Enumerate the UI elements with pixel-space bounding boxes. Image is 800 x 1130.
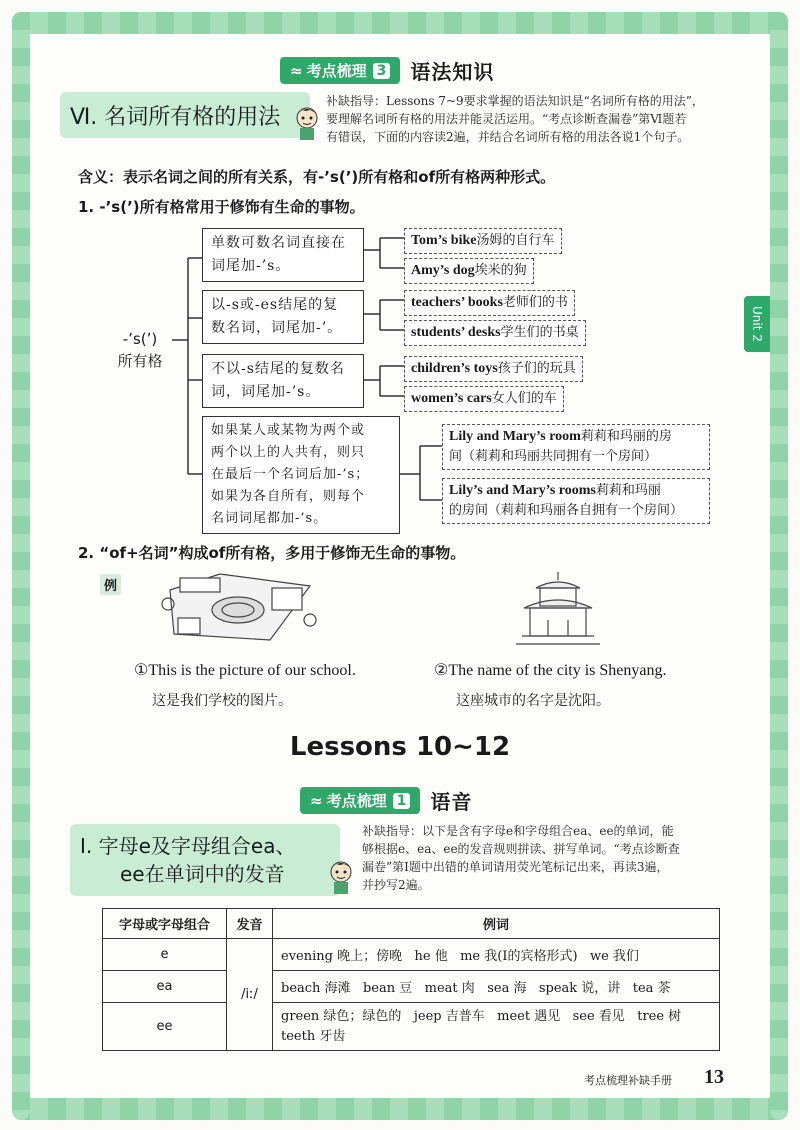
rule-line: 词尾加-’s。 [211,258,291,274]
tip-line: 要理解名词所有格的用法并能灵活运用。“考点诊断查漏卷”第Ⅵ题若 [326,112,687,126]
section-title: 语法知识 [410,60,495,84]
rule-line: 数名词，词尾加-’。 [211,320,343,336]
section-badge-label: 考点梳理 [326,792,387,810]
point-1-text: 1. -’s(’)所有格常用于修饰有生命的事物。 [78,198,365,216]
example-en: Tom’s bike [411,233,477,248]
example-box [404,386,564,412]
section-badge-number: 1 [393,793,411,809]
rule-box-3 [202,354,364,408]
rule-line: 在最后一个名词后加-’s； [211,467,370,482]
word: green 绿色；绿色的 [281,1008,402,1024]
tip-line: 够根据e、ea、ee的发音规则拼读、拼写单词。“考点诊断查 [362,842,680,856]
example-cn: 埃米的狗 [474,263,527,278]
rule-box-1 [202,228,364,282]
word: sea 海 [487,981,527,996]
picture-caption-cn: 这座城市的名字是沈阳。 [456,693,610,709]
section-badge-label: 考点梳理 [306,62,367,80]
example-cn: 莉莉和玛丽的房 [580,429,672,444]
example-box [404,290,575,316]
example-cn: 的房间（莉莉和玛丽各自拥有一个房间） [449,503,684,518]
picture-caption-en: ①This is the picture of our school. [134,662,356,679]
example-en: students’ desks [411,325,501,340]
heading-text: Ⅵ. 名词所有格的用法 [70,104,281,130]
rule-line: 不以-s结尾的复数名 [211,361,345,377]
word: we 我们 [589,949,639,964]
word: me 我(I的宾格形式) [460,949,578,964]
word: see 看见 [572,1008,625,1024]
word: beach 海滩 [281,981,351,996]
table-cell-words [273,1003,720,1051]
unit-side-tab: Unit 2 [744,296,770,352]
example-box [404,228,562,254]
rule-line: 单数可数名词直接在 [211,235,346,251]
table-row [103,971,720,1003]
example-box [404,356,583,382]
section-badge [300,787,420,814]
word: tree 树 [637,1008,682,1024]
rule-box-4 [202,416,400,534]
table-row [103,1003,720,1051]
table-header: 发音 [227,909,273,939]
table-cell-words [273,939,720,971]
pronunciation-table [102,908,720,1051]
page-number: 13 [704,1066,724,1088]
rule-line: 词，词尾加-’s。 [211,384,321,400]
heading-text: Ⅰ. 字母e及字母组合ea、 [80,834,296,858]
tip-line: 并抄写2遍。 [362,878,430,892]
connector [364,366,404,396]
waves-icon: ≈ [310,791,321,810]
word: speak 说，讲 [538,981,621,996]
rule-line: 如果为各自所有，则每个 [211,489,366,504]
rule-line: 以-s或-es结尾的复 [211,297,339,313]
connector [400,446,442,500]
tip-line: 补缺指导：Lessons 7~9要求掌握的语法知识是“名词所有格的用法”， [326,94,704,108]
tip-line: 补缺指导：以下是含有字母e和字母组合ea、ee的单词，能 [362,824,674,838]
tip-paragraph-2 [362,822,742,894]
rule-line: 名词词尾都加-’s。 [211,511,328,526]
example-box [404,258,534,284]
table-header: 例词 [273,909,720,939]
example-cn: 老师们的书 [502,295,568,310]
example-en: Lily and Mary’s room [449,429,581,444]
example-cn: 孩子们的玩具 [497,361,576,376]
heading-letter-e [70,824,340,896]
student-avatar-icon [326,858,356,894]
example-box [442,478,710,524]
table-header: 字母或字母组合 [103,909,227,939]
example-cn: 学生们的书桌 [500,325,579,340]
picture-caption-cn: 这是我们学校的图片。 [152,693,292,709]
word: tea 茶 [632,981,671,996]
section-title: 语音 [430,790,473,814]
table-cell-letter: ee [103,1003,227,1051]
word: evening 晚上；傍晚 [281,949,403,964]
rule-line: 如果某人或某物为两个或 [211,423,366,438]
picture-caption-en: ②The name of the city is Shenyang. [434,662,667,679]
connector [364,238,404,268]
example-tag: 例 [100,574,121,595]
root-label-line: 所有格 [117,352,163,370]
tip-line: 漏卷”第Ⅰ题中出错的单词请用荧光笔标记出来，再读3遍， [362,860,669,874]
example-en: Lily’s and Mary’s rooms [449,483,596,498]
example-en: children’s toys [411,361,498,376]
heading-text: ee在单词中的发音 [120,862,285,886]
example-box [404,320,586,346]
word: meet 遇见 [497,1008,561,1024]
lessons-title: Lessons 10~12 [289,732,511,762]
school-illustration [160,570,320,650]
example-box [442,424,710,470]
example-cn: 莉莉和玛丽 [595,483,661,498]
table-header-row [103,909,720,939]
example-cn: 女人们的车 [491,391,557,406]
word: meat 肉 [424,981,475,996]
example-cn: 间（莉莉和玛丽共同拥有一个房间） [449,449,658,464]
section-badge-number: 3 [373,63,391,79]
tip-line: 有错误，下面的内容读2遍，并结合名词所有格的用法各说1个句子。 [326,130,690,144]
connector [364,300,404,330]
root-label [108,328,172,372]
example-en: Amy’s dog [411,263,475,278]
word: bean 豆 [362,981,413,996]
table-cell-letter: e [103,939,227,971]
root-label-line: -’s(’) [122,330,158,348]
table-cell-letter: ea [103,971,227,1003]
table-cell-words [273,971,720,1003]
word: he 他 [414,949,448,964]
section-header-phonics [300,786,472,815]
table-row [103,939,720,971]
rule-box-2 [202,290,364,344]
footer-book-title: 考点梳理补缺手册 [584,1074,672,1087]
word: teeth 牙齿 [281,1028,346,1044]
example-cn: 汤姆的自行车 [476,233,555,248]
pagoda-illustration [506,570,610,650]
waves-icon: ≈ [290,61,301,80]
example-en: teachers’ books [411,295,503,310]
rule-line: 两个以上的人共有，则只 [211,445,366,460]
point-2-text: 2. “of+名词”构成of所有格，多用于修饰无生命的事物。 [78,544,466,562]
word: jeep 吉普车 [413,1008,485,1024]
meaning-text: 含义：表示名词之间的所有关系，有-’s(’)所有格和of所有格两种形式。 [78,168,556,186]
example-en: women’s cars [411,391,492,406]
table-cell-sound: /iː/ [227,939,273,1051]
